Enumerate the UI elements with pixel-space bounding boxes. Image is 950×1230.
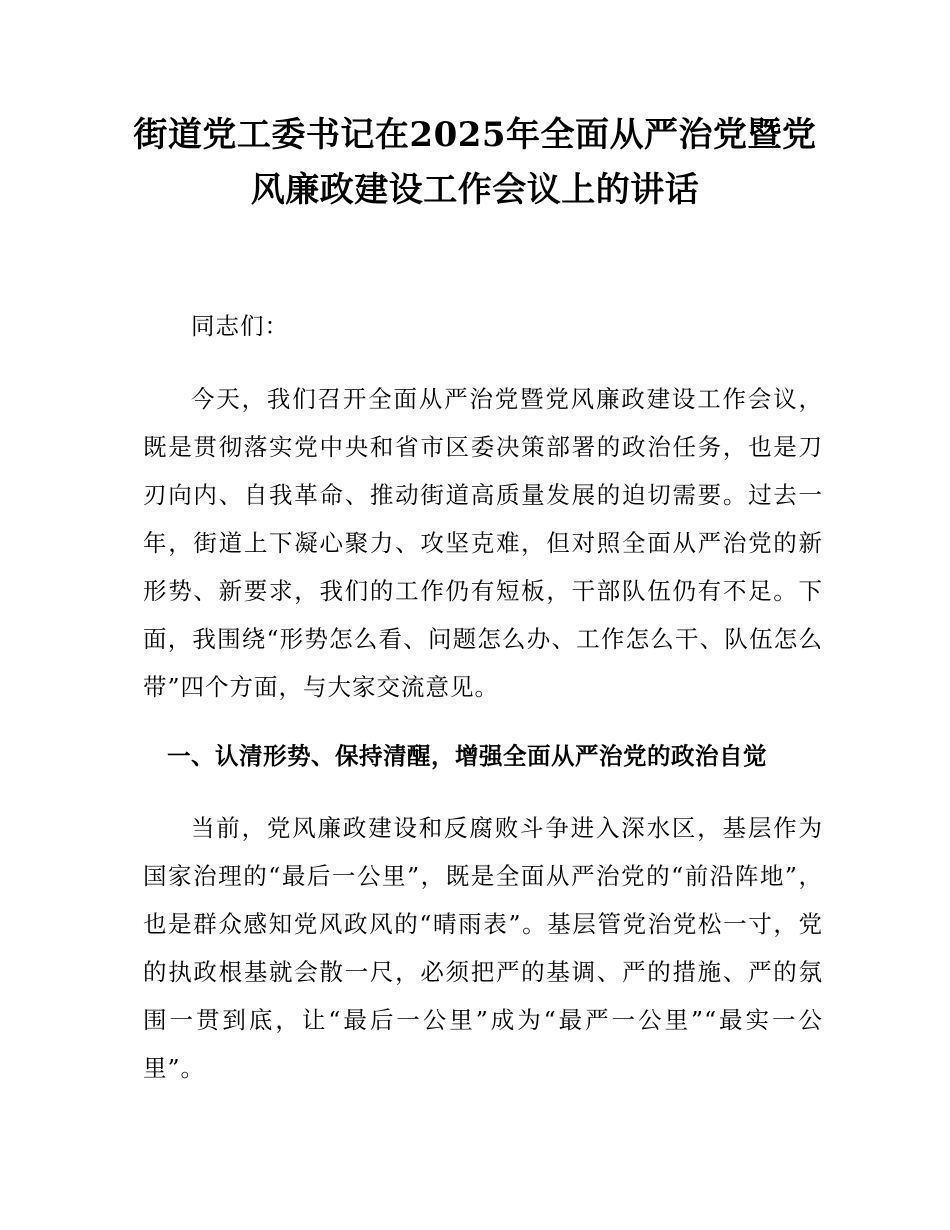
title-line-1: 街道党工委书记在2025年全面从严治党暨党 [133,115,817,155]
section-heading-1: 一、认清形势、保持清醒，增强全面从严治党的政治自觉 [167,742,767,770]
title-line-2: 风廉政建设工作会议上的讲话 [250,170,700,210]
greeting: 同志们： [191,312,289,340]
paragraph-intro: 今天，我们召开全面从严治党暨党风廉政建设工作会议，既是贯彻落实党中央和省市区委决策部署的政治任务，也是刀刃向内、自我革命、推动街道高质量发展的迫切需要。过去一年，街道上下凝心聚力、攻坚克难，但对照全面从严治党的新形势、新要求，我们的工作仍有短板，干部队伍仍有不足。下面，我围绕“形势怎么看、问题怎么办、工作怎么干、队伍怎么带”四个方面，与大家交流意见。 [143,385,823,701]
document-body [143,302,823,1113]
paragraph-section-1: 当前，党风廉政建设和反腐败斗争进入深水区，基层作为国家治理的“最后一公里”，既是全面从严治党的“前沿阵地”，也是群众感知党风政风的“晴雨表”。基层管党治党松一寸，党的执政根基就会散一尺，必须把严的基调、严的措施、严的氛围一贯到底，让“最后一公里”成为“最严一公里”“最实一公里”。 [143,814,823,1082]
document-title [120,108,830,218]
